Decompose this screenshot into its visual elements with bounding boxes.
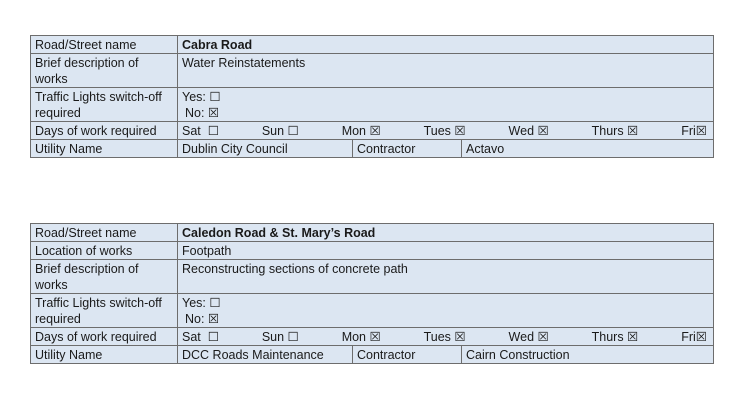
description-value: Reconstructing sections of concrete path — [178, 260, 714, 294]
day-wed-checkbox: Wed ☒ — [508, 330, 549, 344]
location-label: Location of works — [31, 242, 178, 260]
traffic-yes-checkbox: Yes: ☐ — [182, 296, 221, 310]
day-thurs-checkbox: Thurs ☒ — [591, 124, 639, 138]
table-row — [31, 88, 714, 122]
table-row — [31, 54, 714, 88]
day-thurs-checkbox: Thurs ☒ — [591, 330, 639, 344]
day-tues-checkbox: Tues ☒ — [423, 124, 466, 138]
works-table-cabra — [30, 35, 714, 158]
table-row — [31, 122, 714, 140]
day-sat-checkbox: Sat ☐ — [182, 330, 219, 344]
day-mon-checkbox: Mon ☒ — [341, 330, 381, 344]
road-name-value: Cabra Road — [178, 36, 714, 54]
contractor-value: Actavo — [462, 140, 714, 158]
table-row — [31, 224, 714, 242]
traffic-lights-options — [178, 88, 714, 122]
day-sat-checkbox: Sat ☐ — [182, 124, 219, 138]
days-label: Days of work required — [31, 122, 178, 140]
description-value: Water Reinstatements — [178, 54, 714, 88]
table-row — [31, 140, 714, 158]
table-row — [31, 260, 714, 294]
table-row — [31, 242, 714, 260]
road-name-label: Road/Street name — [31, 36, 178, 54]
table-row — [31, 36, 714, 54]
contractor-label: Contractor — [353, 140, 462, 158]
works-table-caledon — [30, 223, 714, 364]
contractor-value: Cairn Construction — [462, 346, 714, 364]
days-options — [178, 122, 714, 140]
table-row — [31, 346, 714, 364]
day-mon-checkbox: Mon ☒ — [341, 124, 381, 138]
days-label: Days of work required — [31, 328, 178, 346]
location-value: Footpath — [178, 242, 714, 260]
traffic-lights-label: Traffic Lights switch-off required — [31, 294, 178, 328]
traffic-no-checkbox: No: ☒ — [185, 312, 220, 326]
road-name-value: Caledon Road & St. Mary’s Road — [178, 224, 714, 242]
day-fri-checkbox: Fri☒ — [681, 124, 707, 138]
traffic-lights-options — [178, 294, 714, 328]
utility-name-label: Utility Name — [31, 346, 178, 364]
day-wed-checkbox: Wed ☒ — [508, 124, 549, 138]
description-label: Brief description of works — [31, 260, 178, 294]
utility-name-value: Dublin City Council — [178, 140, 353, 158]
table-row — [31, 328, 714, 346]
day-fri-checkbox: Fri☒ — [681, 330, 707, 344]
day-sun-checkbox: Sun ☐ — [261, 124, 299, 138]
utility-name-label: Utility Name — [31, 140, 178, 158]
description-label: Brief description of works — [31, 54, 178, 88]
traffic-no-checkbox: No: ☒ — [185, 106, 220, 120]
traffic-lights-label: Traffic Lights switch-off required — [31, 88, 178, 122]
utility-name-value: DCC Roads Maintenance — [178, 346, 353, 364]
day-tues-checkbox: Tues ☒ — [423, 330, 466, 344]
days-options — [178, 328, 714, 346]
day-sun-checkbox: Sun ☐ — [261, 330, 299, 344]
contractor-label: Contractor — [353, 346, 462, 364]
traffic-yes-checkbox: Yes: ☐ — [182, 90, 221, 104]
road-name-label: Road/Street name — [31, 224, 178, 242]
table-row — [31, 294, 714, 328]
